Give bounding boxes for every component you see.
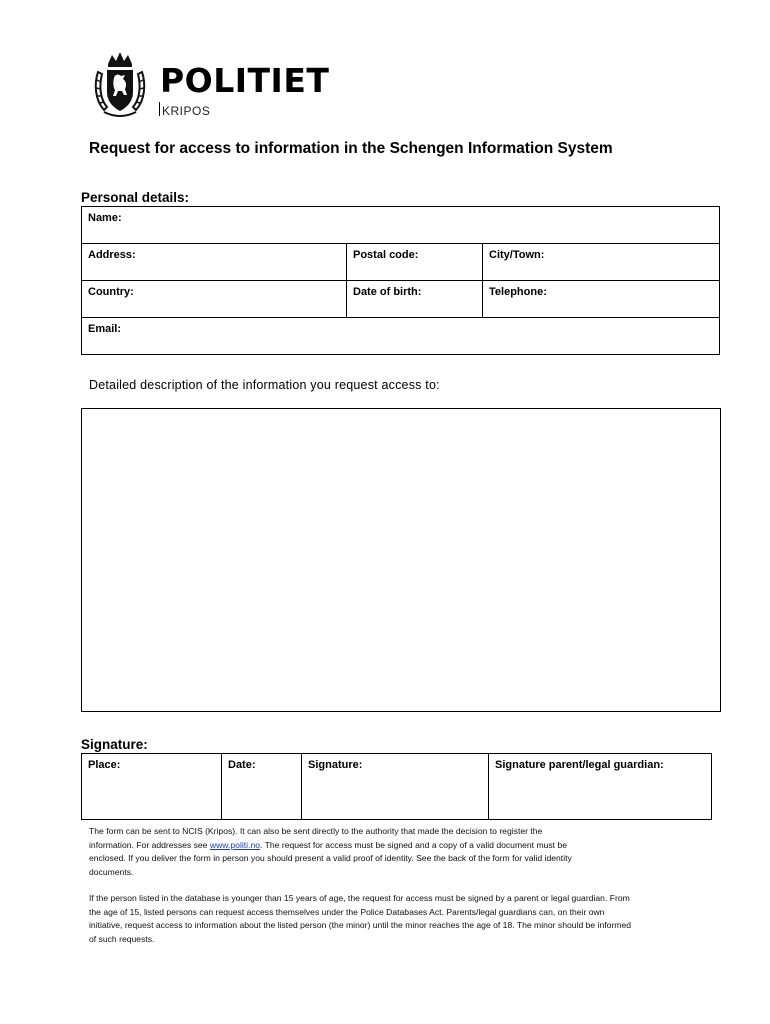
- personal-details-heading: Personal details:: [81, 190, 190, 205]
- place-label: Place:: [88, 759, 121, 771]
- date-label: Date:: [228, 759, 256, 771]
- guardian-signature-label: Signature parent/legal guardian:: [495, 759, 664, 771]
- date-of-birth-field[interactable]: [347, 281, 483, 318]
- brand-name: POLITIET: [160, 61, 330, 100]
- email-field[interactable]: [82, 318, 720, 355]
- politi-website-link[interactable]: www.politi.no: [209, 839, 261, 850]
- postal-code-field[interactable]: [347, 244, 483, 281]
- date-field[interactable]: [222, 754, 302, 820]
- country-label: Country:: [88, 286, 134, 298]
- note-text-end: . The request for access must be signed and a copy of a valid document must be enclosed. If you deliver the form in person you should present a valid proof of identity. See the back of the form for valid identity documents.: [89, 839, 572, 877]
- coat-of-arms-icon: [92, 50, 148, 120]
- telephone-label: Telephone:: [489, 286, 547, 298]
- name-field[interactable]: [82, 207, 720, 244]
- brand-subtitle: KRIPOS: [162, 104, 211, 118]
- address-label: Address:: [88, 249, 136, 261]
- postal-code-label: Postal code:: [353, 249, 419, 261]
- address-field[interactable]: [82, 244, 347, 281]
- date-of-birth-label: Date of birth:: [353, 286, 422, 298]
- form-title: Request for access to information in the Schengen Information System: [89, 140, 613, 157]
- place-field[interactable]: [82, 754, 222, 820]
- name-label: Name:: [88, 212, 122, 224]
- guardian-signature-field[interactable]: [489, 754, 712, 820]
- brand-divider: [159, 102, 160, 116]
- signature-field[interactable]: [302, 754, 489, 820]
- signature-label: Signature:: [308, 759, 363, 771]
- signature-heading: Signature:: [81, 737, 148, 752]
- email-label: Email:: [88, 323, 122, 335]
- description-label: Detailed description of the information you request access to:: [89, 378, 440, 392]
- minor-note: If the person listed in the database is younger than 15 years of age, the request for access must be signed by a parent or legal guardian. From the age of 15, listed persons can request access themselves under the Police Databases Act. Parents/legal guardians can, on their own initiative, request access to information about the listed person (the minor) until the minor reaches the age of 18. The minor should be informed of such requests.: [89, 893, 632, 944]
- signature-table: [81, 753, 712, 820]
- country-field[interactable]: [82, 281, 347, 318]
- city-label: City/Town:: [489, 249, 545, 261]
- description-field[interactable]: [81, 408, 721, 712]
- note-text-start: The form can be sent to NCIS (Kripos). It can also be sent directly to the authority that made the decision to register the information. For addresses see: [89, 826, 543, 850]
- submission-note: [89, 825, 589, 879]
- politiet-logo: [92, 50, 332, 122]
- personal-details-table: [81, 206, 720, 355]
- city-field[interactable]: [483, 244, 720, 281]
- telephone-field[interactable]: [483, 281, 720, 318]
